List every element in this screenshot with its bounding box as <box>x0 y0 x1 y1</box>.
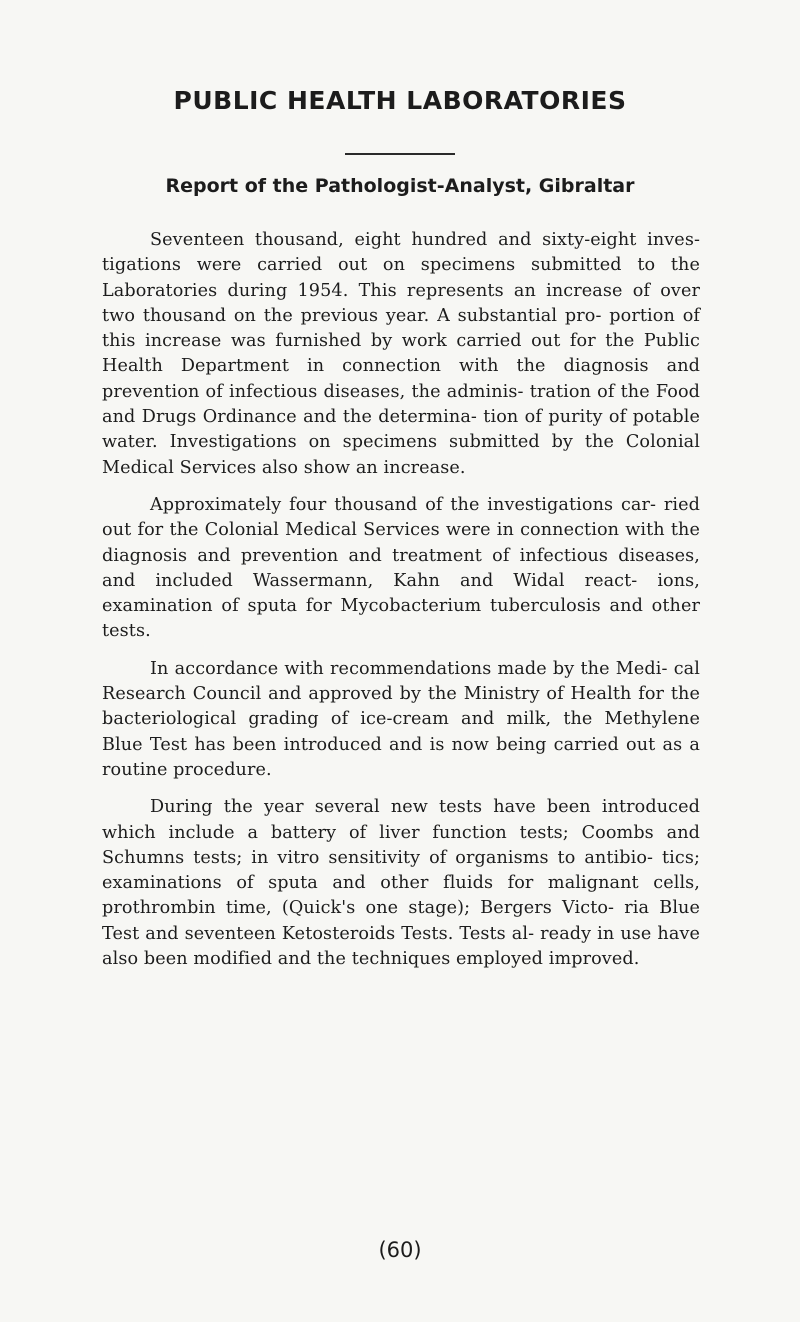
report-body <box>102 228 700 984</box>
title-divider <box>345 153 455 155</box>
paragraph-4: During the year several new tests have been introduced which include a battery of liver function tests; Coombs and Schumns tests; in vitro sensitivity of organisms to antibio- tics; examinations of sputa and other fluids for malignant cells, prothrombin time, (Quick's one stage); Bergers Victo- ria Blue Test and seventeen Ketosteroids Tests. Tests al- ready in use have also been modified and the techniques employed improved. <box>102 797 700 970</box>
page-number: (60) <box>378 1238 422 1262</box>
page-title: PUBLIC HEALTH LABORATORIES <box>173 86 627 115</box>
paragraph-1: Seventeen thousand, eight hundred and sixty-eight inves- tigations were carried out on specimens submitted to the Laboratories during 1954. This represents an increase of over two thousand on the previous year. A substantial pro- portion of this increase was furnished by work carried out for the Public Health Department in connection with the diagnosis and prevention of infectious diseases, the adminis- tration of the Food and Drugs Ordinance and the determina- tion of purity of potable water. Investigations on specimens submitted by the Colonial Medical Services also show an increase. <box>102 230 700 478</box>
paragraph-2: Approximately four thousand of the investigations car- ried out for the Colonial Medical Services were in connection with the diagnosis and prevention and treatment of infectious diseases, and included Wassermann, Kahn and Widal react- ions, examination of sputa for Mycobacterium tuberculosis and other tests. <box>102 494 700 642</box>
report-subtitle: Report of the Pathologist-Analyst, Gibraltar <box>165 175 635 197</box>
paragraph-3: In accordance with recommendations made by the Medi- cal Research Council and approved by the Ministry of Health for the bacteriological grading of ice-cream and milk, the Methylene Blue Test has been introduced and is now being carried out as a routine procedure. <box>102 658 700 780</box>
